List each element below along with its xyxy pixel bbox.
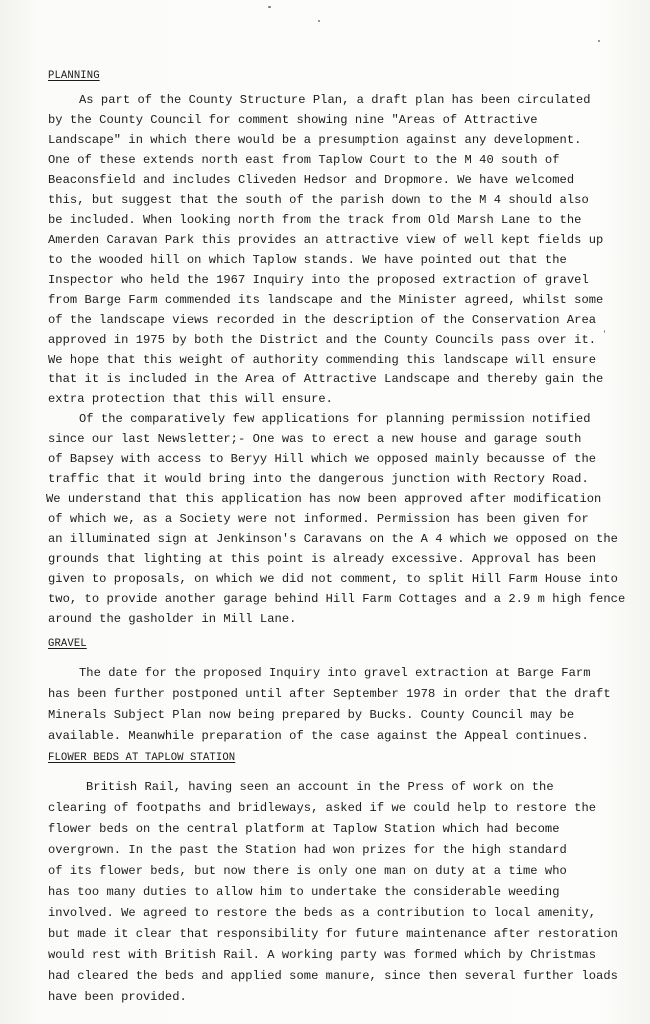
section-heading-flower-beds: FLOWER BEDS AT TAPLOW STATION [48,752,236,764]
scan-speck [604,330,605,333]
paragraph-line: British Rail, having seen an account in the Press of work on the [86,780,554,794]
paragraph-line: Landscape" in which there would be a presumption against any development. [48,133,582,147]
paragraph-line: Beaconsfield and includes Cliveden Hedsor and Dropmore. We have welcomed [48,173,575,187]
paragraph-line: of which we, as a Society were not informed. Permission has been given for [48,512,589,526]
paragraph-line: Amerden Caravan Park this provides an attractive view of well kept fields up [48,233,604,247]
paragraph-line: by the County Council for comment showing nine "Areas of Attractive [48,113,538,127]
paragraph-line: We hope that this weight of authority commending this landscape will ensure [48,353,597,367]
paragraph-line: of Bapsey with access to Beryy Hill which we opposed mainly becausse of the [48,452,597,466]
paragraph-line: that it is included in the Area of Attractive Landscape and thereby gain the [48,372,604,386]
paragraph-line: As part of the County Structure Plan, a draft plan has been circulated [79,93,591,107]
paragraph-line: has too many duties to allow him to undertake the considerable weeding [48,885,560,899]
paragraph-line: The date for the proposed Inquiry into gravel extraction at Barge Farm [79,666,591,680]
paragraph-line: approved in 1975 by both the District and the County Councils pass over it. [48,333,597,347]
paragraph-line: involved. We agreed to restore the beds as a contribution to local amenity, [48,906,597,920]
paragraph-line: has been further postponed until after September 1978 in order that the draft [48,687,611,701]
paragraph-line: of its flower beds, but now there is only one man on duty at a time who [48,864,567,878]
section-heading-gravel: GRAVEL [48,638,87,650]
paragraph-line: traffic that it would bring into the dangerous junction with Rectory Road. [48,472,589,486]
scan-speck [598,40,600,42]
paragraph-line: have been provided. [48,990,187,1004]
paragraph-line: be included. When looking north from the track from Old Marsh Lane to the [48,213,582,227]
paragraph-line: given to proposals, on which we did not comment, to split Hill Farm House into [48,572,618,586]
paragraph-line: available. Meanwhile preparation of the case against the Appeal continues. [48,729,589,743]
scan-speck [318,20,320,22]
paragraph-line: Inspector who held the 1967 Inquiry into the proposed extraction of gravel [48,273,589,287]
paragraph-line: extra protection that this will ensure. [48,392,333,406]
paragraph-line: clearing of footpaths and bridleways, asked if we could help to restore the [48,801,597,815]
paragraph-line: from Barge Farm commended its landscape and the Minister agreed, whilst some [48,293,604,307]
paragraph-line: grounds that lighting at this point is already excessive. Approval has been [48,552,597,566]
section-heading-planning: PLANNING [48,70,100,82]
paragraph-line: flower beds on the central platform at Taplow Station which had become [48,822,560,836]
paragraph-line: this, but suggest that the south of the parish down to the M 4 should also [48,193,589,207]
paragraph-line: to the wooded hill on which Taplow stands. We have pointed out that the [48,253,567,267]
paragraph-line: Minerals Subject Plan now being prepared by Bucks. County Council may be [48,708,575,722]
paragraph-line: but made it clear that responsibility for future maintenance after restoration [48,927,618,941]
paragraph-line: One of these extends north east from Taplow Court to the M 40 south of [48,153,560,167]
paragraph-line: overgrown. In the past the Station had won prizes for the high standard [48,843,567,857]
paragraph-line: would rest with British Rail. A working party was formed which by Christmas [48,948,597,962]
paragraph-line: had cleared the beds and applied some manure, since then several further loads [48,969,618,983]
paragraph-line: We understand that this application has now been approved after modification [46,492,602,506]
scan-speck [268,6,271,8]
paragraph-line: since our last Newsletter;- One was to erect a new house and garage south [48,432,582,446]
paragraph-line: an illuminated sign at Jenkinson's Caravans on the A 4 which we opposed on the [48,532,618,546]
paragraph-line: two, to provide another garage behind Hill Farm Cottages and a 2.9 m high fence [48,592,626,606]
paragraph-line: of the landscape views recorded in the description of the Conservation Area [48,313,597,327]
paragraph-line: around the gasholder in Mill Lane. [48,612,297,626]
paragraph-line: Of the comparatively few applications for planning permission notified [79,412,591,426]
